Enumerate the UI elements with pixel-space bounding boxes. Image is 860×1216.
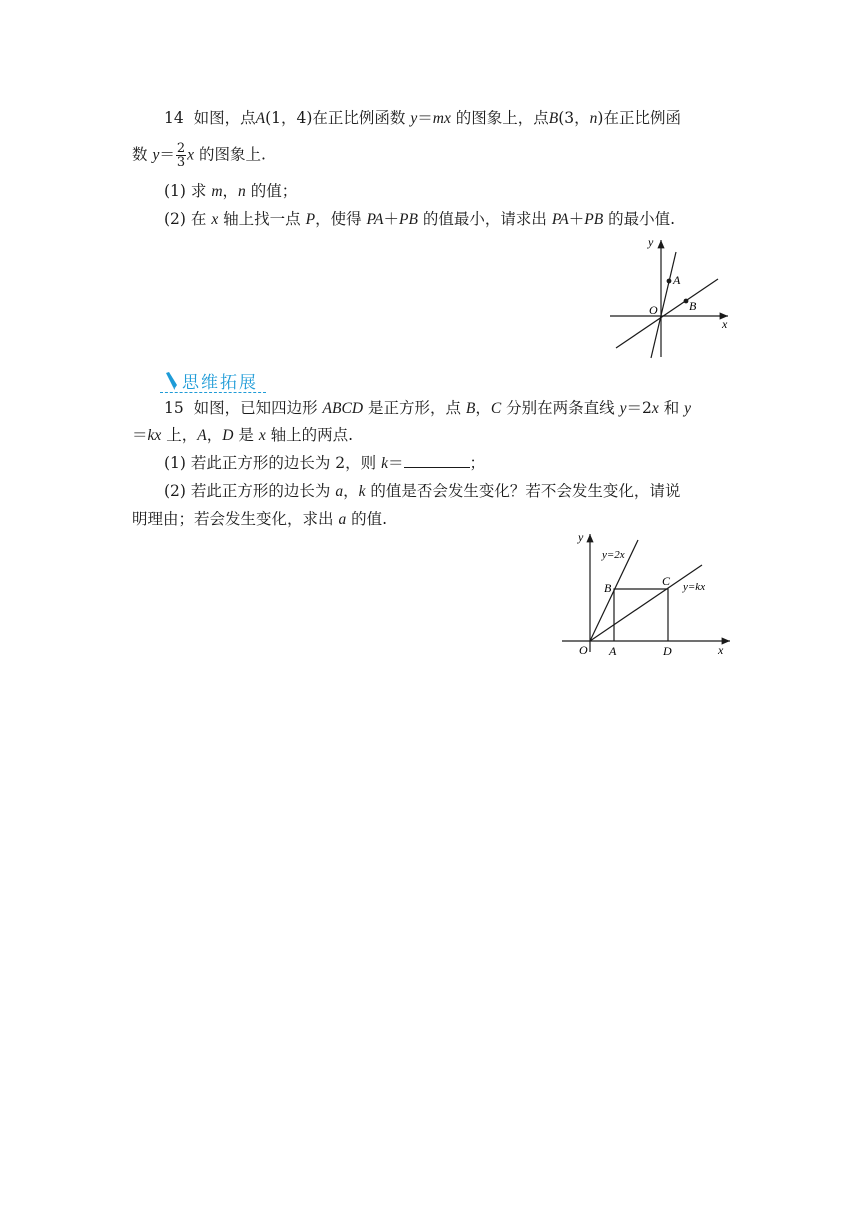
a-label: A <box>673 273 681 287</box>
q15-line-2: ＝kx 上，A，D 是 x 轴上的两点. <box>132 426 354 444</box>
b-label: B <box>604 581 612 595</box>
line-y-2x-label: y=2x <box>602 549 625 561</box>
question-number: 14 <box>164 109 184 127</box>
q15-part-1: (1) 若此正方形的边长为 2，则 k＝ ； <box>164 454 486 472</box>
q14-part-1: (1) 求 m，n 的值； <box>164 182 298 200</box>
section-underline <box>160 392 266 393</box>
c-label: C <box>662 574 671 588</box>
line-y-kx-label: y=kx <box>683 581 706 593</box>
q14-line-2: 数 y＝ $\frac{2}{3}$ x 的图象上. <box>132 141 266 170</box>
origin-label: O <box>649 303 658 317</box>
answer-blank[interactable] <box>404 453 470 468</box>
q15-line-1: 15 如图，已知四边形 ABCD 是正方形，点 B，C 分别在两条直线 y＝2x 和 y <box>164 399 692 417</box>
b-label: B <box>689 299 697 313</box>
origin-label: O <box>579 643 588 657</box>
q14-line-1: 14 如图，点A(1，4)在正比例函数 y＝mx 的图象上，点B(3，n)在正比例函 <box>164 109 681 127</box>
figure-q15 <box>556 528 740 662</box>
question-number: 15 <box>164 399 184 417</box>
q15-line-3: 明理由；若会发生变化，求出 a 的值. <box>132 510 388 528</box>
point-b <box>684 299 689 304</box>
x-label: x <box>722 317 728 331</box>
d-label: D <box>663 644 672 658</box>
point-a <box>667 279 672 284</box>
a-label: A <box>609 644 617 658</box>
fraction: $\frac{2}{3}$ <box>176 141 186 170</box>
y-label: y <box>578 530 584 544</box>
x-label: x <box>718 643 724 657</box>
pencil-icon <box>162 370 182 390</box>
line-y-kx <box>590 565 702 641</box>
section-title: 思维拓展 <box>182 373 258 393</box>
figure-q14 <box>600 232 740 362</box>
q15-part-2: (2) 若此正方形的边长为 a，k 的值是否会发生变化？若不会发生变化，请说 <box>164 482 681 500</box>
q14-part-2: (2) 在 x 轴上找一点 P，使得 PA＋PB 的值最小，请求出 PA＋PB 的最小值. <box>164 210 676 228</box>
y-label: y <box>648 235 654 249</box>
square-abcd <box>614 589 668 641</box>
